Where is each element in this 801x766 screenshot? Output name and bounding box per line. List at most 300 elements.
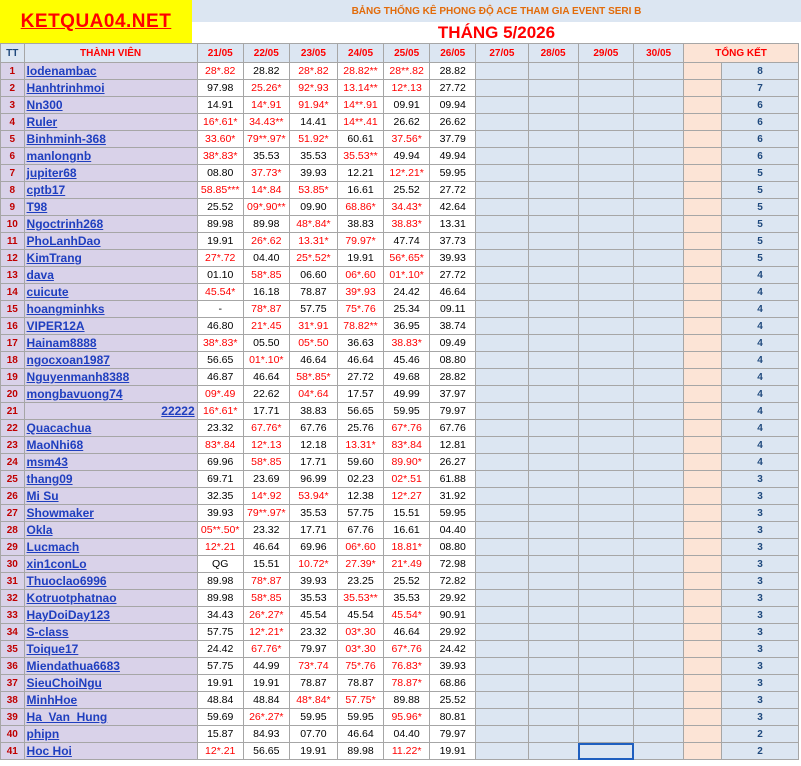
score-cell[interactable]: 49.68 — [384, 369, 430, 386]
pending-cell[interactable] — [528, 403, 578, 420]
score-cell[interactable]: 08.80 — [430, 539, 476, 556]
pending-cell[interactable] — [476, 352, 528, 369]
pending-cell[interactable] — [476, 454, 528, 471]
site-logo-text[interactable]: KETQUA04.NET — [20, 10, 172, 32]
score-cell[interactable]: 19.91 — [197, 233, 243, 250]
score-cell[interactable]: 25*.52* — [289, 250, 337, 267]
score-cell[interactable]: 39*.93 — [337, 284, 383, 301]
member-name-link[interactable]: Hoc Hoi — [24, 743, 197, 760]
pending-cell[interactable] — [634, 216, 684, 233]
pending-cell[interactable] — [578, 709, 633, 726]
score-cell[interactable]: 56.65 — [337, 403, 383, 420]
pending-cell[interactable] — [476, 335, 528, 352]
pending-cell[interactable] — [578, 437, 633, 454]
pending-cell[interactable] — [528, 641, 578, 658]
score-cell[interactable]: 39.93 — [197, 505, 243, 522]
pending-cell[interactable] — [578, 335, 633, 352]
score-cell[interactable]: 28.82 — [243, 63, 289, 80]
member-name-link[interactable]: VIPER12A — [24, 318, 197, 335]
pending-cell[interactable] — [634, 454, 684, 471]
score-cell[interactable]: 19.91 — [197, 675, 243, 692]
pending-cell[interactable] — [528, 165, 578, 182]
score-cell[interactable]: 02.23 — [337, 471, 383, 488]
pending-cell[interactable] — [476, 522, 528, 539]
pending-cell[interactable] — [578, 148, 633, 165]
pending-cell[interactable] — [634, 505, 684, 522]
score-cell[interactable]: 59.95 — [430, 505, 476, 522]
member-name-link[interactable]: ngocxoan1987 — [24, 352, 197, 369]
score-cell[interactable]: 25.52 — [384, 182, 430, 199]
score-cell[interactable]: 09.91 — [384, 97, 430, 114]
score-cell[interactable]: 92*.93 — [289, 80, 337, 97]
pending-cell[interactable] — [634, 301, 684, 318]
pending-cell[interactable] — [578, 267, 633, 284]
score-cell[interactable]: 03*.30 — [337, 624, 383, 641]
pending-cell[interactable] — [634, 63, 684, 80]
pending-cell[interactable] — [634, 233, 684, 250]
score-cell[interactable]: 89.90* — [384, 454, 430, 471]
score-cell[interactable]: 28.82 — [430, 369, 476, 386]
score-cell[interactable]: 53.94* — [289, 488, 337, 505]
score-cell[interactable]: 69.96 — [197, 454, 243, 471]
pending-cell[interactable] — [578, 573, 633, 590]
member-name-link[interactable]: MaoNhi68 — [24, 437, 197, 454]
score-cell[interactable]: 16*.61* — [197, 403, 243, 420]
score-cell[interactable]: 06.60 — [289, 267, 337, 284]
score-cell[interactable]: 01*.10* — [243, 352, 289, 369]
score-cell[interactable]: 36.95 — [384, 318, 430, 335]
score-cell[interactable]: 29.92 — [430, 624, 476, 641]
pending-cell[interactable] — [528, 692, 578, 709]
score-cell[interactable]: 05.50 — [243, 335, 289, 352]
score-cell[interactable]: 28.82 — [430, 63, 476, 80]
score-cell[interactable]: 19.91 — [289, 743, 337, 760]
score-cell[interactable]: 12.18 — [289, 437, 337, 454]
score-cell[interactable]: 46.80 — [197, 318, 243, 335]
score-cell[interactable]: 13.14** — [337, 80, 383, 97]
pending-cell[interactable] — [578, 675, 633, 692]
pending-cell[interactable] — [528, 726, 578, 743]
score-cell[interactable]: 14.91 — [197, 97, 243, 114]
score-cell[interactable]: 83*.84 — [384, 437, 430, 454]
pending-cell[interactable] — [528, 352, 578, 369]
score-cell[interactable]: 59.60 — [337, 454, 383, 471]
pending-cell[interactable] — [528, 454, 578, 471]
score-cell[interactable]: 35.53 — [289, 148, 337, 165]
pending-cell[interactable] — [476, 284, 528, 301]
pending-cell[interactable] — [476, 539, 528, 556]
pending-cell[interactable] — [578, 114, 633, 131]
pending-cell[interactable] — [476, 624, 528, 641]
pending-cell[interactable] — [476, 165, 528, 182]
pending-cell[interactable] — [578, 726, 633, 743]
score-cell[interactable]: 58*.85* — [289, 369, 337, 386]
pending-cell[interactable] — [578, 182, 633, 199]
score-cell[interactable]: 28*.82 — [289, 63, 337, 80]
pending-cell[interactable] — [528, 675, 578, 692]
member-name-link[interactable]: Showmaker — [24, 505, 197, 522]
pending-cell[interactable] — [578, 386, 633, 403]
score-cell[interactable]: 04.40 — [430, 522, 476, 539]
score-cell[interactable]: 45.54 — [337, 607, 383, 624]
score-cell[interactable]: 38.83 — [289, 403, 337, 420]
pending-cell[interactable] — [578, 539, 633, 556]
site-logo[interactable] — [0, 0, 193, 44]
score-cell[interactable]: 26*.27* — [243, 709, 289, 726]
score-cell[interactable]: 13.31* — [289, 233, 337, 250]
score-cell[interactable]: 78.87 — [289, 284, 337, 301]
score-cell[interactable]: 78.87* — [384, 675, 430, 692]
pending-cell[interactable] — [634, 641, 684, 658]
pending-cell[interactable] — [578, 641, 633, 658]
score-cell[interactable]: 07.70 — [289, 726, 337, 743]
pending-cell[interactable] — [476, 97, 528, 114]
score-cell[interactable]: 19.91 — [243, 675, 289, 692]
score-cell[interactable]: 23.32 — [197, 420, 243, 437]
score-cell[interactable]: 08.80 — [197, 165, 243, 182]
score-cell[interactable]: 59.95 — [289, 709, 337, 726]
member-name-link[interactable]: dava — [24, 267, 197, 284]
score-cell[interactable]: 22.62 — [243, 386, 289, 403]
pending-cell[interactable] — [634, 80, 684, 97]
pending-cell[interactable] — [634, 284, 684, 301]
score-cell[interactable]: 09.90 — [289, 199, 337, 216]
pending-cell[interactable] — [634, 369, 684, 386]
score-cell[interactable]: 79.97 — [430, 403, 476, 420]
pending-cell[interactable] — [528, 488, 578, 505]
score-cell[interactable]: 09*.90** — [243, 199, 289, 216]
score-cell[interactable]: 58*.85 — [243, 267, 289, 284]
pending-cell[interactable] — [476, 743, 528, 760]
pending-cell[interactable] — [528, 505, 578, 522]
score-cell[interactable]: 35.53** — [337, 148, 383, 165]
score-cell[interactable]: 17.71 — [289, 454, 337, 471]
pending-cell[interactable] — [528, 301, 578, 318]
score-cell[interactable]: 57.75* — [337, 692, 383, 709]
score-cell[interactable]: 56.65 — [243, 743, 289, 760]
pending-cell[interactable] — [476, 233, 528, 250]
pending-cell[interactable] — [578, 80, 633, 97]
score-cell[interactable]: 16.61 — [384, 522, 430, 539]
score-cell[interactable]: 12*.27 — [384, 488, 430, 505]
pending-cell[interactable] — [634, 658, 684, 675]
pending-cell[interactable] — [476, 437, 528, 454]
score-cell[interactable]: 84.93 — [243, 726, 289, 743]
score-cell[interactable]: 59.95 — [430, 165, 476, 182]
score-cell[interactable]: 12*.21* — [384, 165, 430, 182]
pending-cell[interactable] — [476, 63, 528, 80]
score-cell[interactable]: 21*.49 — [384, 556, 430, 573]
score-cell[interactable]: 01*.10* — [384, 267, 430, 284]
pending-cell[interactable] — [476, 488, 528, 505]
score-cell[interactable]: 68.86* — [337, 199, 383, 216]
score-cell[interactable]: 75*.76 — [337, 658, 383, 675]
pending-cell[interactable] — [634, 182, 684, 199]
pending-cell[interactable] — [476, 301, 528, 318]
pending-cell[interactable] — [476, 318, 528, 335]
pending-cell[interactable] — [578, 63, 633, 80]
score-cell[interactable]: 12.21 — [337, 165, 383, 182]
score-cell[interactable]: 89.88 — [384, 692, 430, 709]
score-cell[interactable]: 42.64 — [430, 199, 476, 216]
pending-cell[interactable] — [528, 216, 578, 233]
score-cell[interactable]: 12*.13 — [243, 437, 289, 454]
score-cell[interactable]: 83*.84 — [197, 437, 243, 454]
score-cell[interactable]: 53.85* — [289, 182, 337, 199]
score-cell[interactable]: 06*.60 — [337, 539, 383, 556]
pending-cell[interactable] — [578, 692, 633, 709]
pending-cell[interactable] — [634, 148, 684, 165]
score-cell[interactable]: 96.99 — [289, 471, 337, 488]
score-cell[interactable]: 45.54* — [384, 607, 430, 624]
score-cell[interactable]: 18.81* — [384, 539, 430, 556]
member-name-link[interactable]: SieuChoiNgu — [24, 675, 197, 692]
score-cell[interactable]: 23.32 — [289, 624, 337, 641]
pending-cell[interactable] — [528, 386, 578, 403]
member-name-link[interactable]: Thuoclao6996 — [24, 573, 197, 590]
score-cell[interactable]: 67.76 — [289, 420, 337, 437]
pending-cell[interactable] — [634, 386, 684, 403]
score-cell[interactable]: 48*.84* — [289, 692, 337, 709]
score-cell[interactable]: 58*.85 — [243, 454, 289, 471]
score-cell[interactable]: 25.52 — [197, 199, 243, 216]
member-name-link[interactable]: cptb17 — [24, 182, 197, 199]
pending-cell[interactable] — [528, 471, 578, 488]
pending-cell[interactable] — [528, 539, 578, 556]
member-name-link[interactable]: xin1conLo — [24, 556, 197, 573]
score-cell[interactable]: 57.75 — [197, 658, 243, 675]
member-name-link[interactable]: Okla — [24, 522, 197, 539]
pending-cell[interactable] — [578, 522, 633, 539]
score-cell[interactable]: 27.39* — [337, 556, 383, 573]
score-cell[interactable]: 72.82 — [430, 573, 476, 590]
score-cell[interactable]: 45.54* — [197, 284, 243, 301]
member-name-link[interactable]: Hainam8888 — [24, 335, 197, 352]
pending-cell[interactable] — [634, 318, 684, 335]
pending-cell[interactable] — [528, 148, 578, 165]
pending-cell[interactable] — [578, 318, 633, 335]
pending-cell[interactable] — [528, 658, 578, 675]
score-cell[interactable]: 21*.45 — [243, 318, 289, 335]
pending-cell[interactable] — [578, 590, 633, 607]
member-name-link[interactable]: Nn300 — [24, 97, 197, 114]
score-cell[interactable]: 14**.41 — [337, 114, 383, 131]
score-cell[interactable]: 79.97 — [430, 726, 476, 743]
score-cell[interactable]: 26.62 — [384, 114, 430, 131]
score-cell[interactable]: 38.83* — [384, 335, 430, 352]
pending-cell[interactable] — [476, 199, 528, 216]
score-cell[interactable]: 23.69 — [243, 471, 289, 488]
score-cell[interactable]: 46.64 — [243, 369, 289, 386]
score-cell[interactable]: 67*.76 — [384, 420, 430, 437]
pending-cell[interactable] — [634, 199, 684, 216]
score-cell[interactable]: 44.99 — [243, 658, 289, 675]
score-cell[interactable]: 14.41 — [289, 114, 337, 131]
score-cell[interactable]: 17.71 — [289, 522, 337, 539]
score-cell[interactable]: 59.69 — [197, 709, 243, 726]
score-cell[interactable]: 38.74 — [430, 318, 476, 335]
pending-cell[interactable] — [528, 743, 578, 760]
score-cell[interactable]: 29.92 — [430, 590, 476, 607]
score-cell[interactable]: 78.87 — [337, 675, 383, 692]
pending-cell[interactable] — [634, 726, 684, 743]
pending-cell[interactable] — [476, 114, 528, 131]
pending-cell[interactable] — [578, 607, 633, 624]
score-cell[interactable]: 38*.83* — [197, 148, 243, 165]
member-name-link[interactable]: Ngoctrinh268 — [24, 216, 197, 233]
score-cell[interactable]: 89.98 — [197, 216, 243, 233]
pending-cell[interactable] — [578, 420, 633, 437]
score-cell[interactable]: 04.40 — [243, 250, 289, 267]
pending-cell[interactable] — [528, 284, 578, 301]
score-cell[interactable]: 25.52 — [384, 573, 430, 590]
score-cell[interactable]: 34.43** — [243, 114, 289, 131]
score-cell[interactable]: 11.22* — [384, 743, 430, 760]
pending-cell[interactable] — [476, 505, 528, 522]
pending-cell[interactable] — [528, 556, 578, 573]
pending-cell[interactable] — [634, 539, 684, 556]
score-cell[interactable]: 32.35 — [197, 488, 243, 505]
score-cell[interactable]: 36.63 — [337, 335, 383, 352]
score-cell[interactable]: 12*.21 — [197, 539, 243, 556]
score-cell[interactable]: 25.76 — [337, 420, 383, 437]
score-cell[interactable]: 69.96 — [289, 539, 337, 556]
score-cell[interactable]: 76.83* — [384, 658, 430, 675]
member-name-link[interactable]: PhoLanhDao — [24, 233, 197, 250]
score-cell[interactable]: 72.98 — [430, 556, 476, 573]
pending-cell[interactable] — [476, 590, 528, 607]
score-cell[interactable]: 37.79 — [430, 131, 476, 148]
pending-cell[interactable] — [528, 573, 578, 590]
score-cell[interactable]: 75*.76 — [337, 301, 383, 318]
score-cell[interactable]: 19.91 — [337, 250, 383, 267]
score-cell[interactable]: 27.72 — [337, 369, 383, 386]
pending-cell[interactable] — [528, 709, 578, 726]
score-cell[interactable]: 78*.87 — [243, 301, 289, 318]
member-name-link[interactable]: lodenambac — [24, 63, 197, 80]
pending-cell[interactable] — [578, 403, 633, 420]
pending-cell[interactable] — [634, 165, 684, 182]
score-cell[interactable]: 79.97 — [289, 641, 337, 658]
pending-cell[interactable] — [634, 675, 684, 692]
score-cell[interactable]: 56.65 — [197, 352, 243, 369]
pending-cell[interactable] — [634, 335, 684, 352]
score-cell[interactable]: 48.84 — [197, 692, 243, 709]
member-name-link[interactable]: hoangminhks — [24, 301, 197, 318]
score-cell[interactable]: 39.93 — [289, 573, 337, 590]
score-cell[interactable]: 14*.84 — [243, 182, 289, 199]
pending-cell[interactable] — [578, 743, 633, 760]
score-cell[interactable]: 49.94 — [384, 148, 430, 165]
score-cell[interactable]: 17.57 — [337, 386, 383, 403]
pending-cell[interactable] — [528, 369, 578, 386]
pending-cell[interactable] — [634, 573, 684, 590]
score-cell[interactable]: 37.73* — [243, 165, 289, 182]
pending-cell[interactable] — [578, 471, 633, 488]
pending-cell[interactable] — [476, 403, 528, 420]
member-name-link[interactable]: KimTrang — [24, 250, 197, 267]
score-cell[interactable]: 12*.21 — [197, 743, 243, 760]
score-cell[interactable]: 67.76* — [243, 420, 289, 437]
score-cell[interactable]: 79**.97* — [243, 505, 289, 522]
score-cell[interactable]: 60.61 — [337, 131, 383, 148]
score-cell[interactable]: 46.64 — [243, 539, 289, 556]
score-cell[interactable]: 67.76 — [430, 420, 476, 437]
pending-cell[interactable] — [528, 318, 578, 335]
score-cell[interactable]: 35.53 — [243, 148, 289, 165]
score-cell[interactable]: 68.86 — [430, 675, 476, 692]
pending-cell[interactable] — [578, 488, 633, 505]
pending-cell[interactable] — [634, 420, 684, 437]
pending-cell[interactable] — [634, 471, 684, 488]
score-cell[interactable]: 10.72* — [289, 556, 337, 573]
score-cell[interactable]: 46.64 — [289, 352, 337, 369]
score-cell[interactable]: - — [197, 301, 243, 318]
score-cell[interactable]: 13.31 — [430, 216, 476, 233]
score-cell[interactable]: 35.53 — [289, 505, 337, 522]
pending-cell[interactable] — [476, 80, 528, 97]
pending-cell[interactable] — [634, 403, 684, 420]
pending-cell[interactable] — [476, 607, 528, 624]
score-cell[interactable]: QG — [197, 556, 243, 573]
member-name-link[interactable]: Hanhtrinhmoi — [24, 80, 197, 97]
score-cell[interactable]: 57.75 — [337, 505, 383, 522]
score-cell[interactable]: 38.83 — [337, 216, 383, 233]
score-cell[interactable]: 31*.91 — [289, 318, 337, 335]
score-cell[interactable]: 26*.62 — [243, 233, 289, 250]
score-cell[interactable]: 35.53** — [337, 590, 383, 607]
pending-cell[interactable] — [476, 573, 528, 590]
pending-cell[interactable] — [476, 675, 528, 692]
score-cell[interactable]: 16.18 — [243, 284, 289, 301]
score-cell[interactable]: 51.92* — [289, 131, 337, 148]
score-cell[interactable]: 89.98 — [243, 216, 289, 233]
pending-cell[interactable] — [634, 131, 684, 148]
score-cell[interactable]: 38*.83* — [197, 335, 243, 352]
score-cell[interactable]: 06*.60 — [337, 267, 383, 284]
score-cell[interactable]: 58.85*** — [197, 182, 243, 199]
score-cell[interactable]: 27*.72 — [197, 250, 243, 267]
pending-cell[interactable] — [578, 505, 633, 522]
score-cell[interactable]: 67*.76 — [384, 641, 430, 658]
score-cell[interactable]: 78.82** — [337, 318, 383, 335]
pending-cell[interactable] — [476, 709, 528, 726]
member-name-link[interactable]: HayDoiDay123 — [24, 607, 197, 624]
pending-cell[interactable] — [578, 301, 633, 318]
score-cell[interactable]: 97.98 — [197, 80, 243, 97]
pending-cell[interactable] — [634, 437, 684, 454]
score-cell[interactable]: 47.74 — [384, 233, 430, 250]
pending-cell[interactable] — [578, 352, 633, 369]
score-cell[interactable]: 12*.21* — [243, 624, 289, 641]
score-cell[interactable]: 59.95 — [384, 403, 430, 420]
score-cell[interactable]: 79.97* — [337, 233, 383, 250]
pending-cell[interactable] — [476, 420, 528, 437]
score-cell[interactable]: 23.32 — [243, 522, 289, 539]
pending-cell[interactable] — [578, 165, 633, 182]
pending-cell[interactable] — [634, 114, 684, 131]
pending-cell[interactable] — [578, 369, 633, 386]
score-cell[interactable]: 24.42 — [430, 641, 476, 658]
score-cell[interactable]: 46.64 — [384, 624, 430, 641]
member-name-link[interactable]: Toique17 — [24, 641, 197, 658]
score-cell[interactable]: 39.93 — [430, 658, 476, 675]
score-cell[interactable]: 37.73 — [430, 233, 476, 250]
pending-cell[interactable] — [528, 233, 578, 250]
score-cell[interactable]: 34.43* — [384, 199, 430, 216]
pending-cell[interactable] — [528, 63, 578, 80]
score-cell[interactable]: 17.71 — [243, 403, 289, 420]
